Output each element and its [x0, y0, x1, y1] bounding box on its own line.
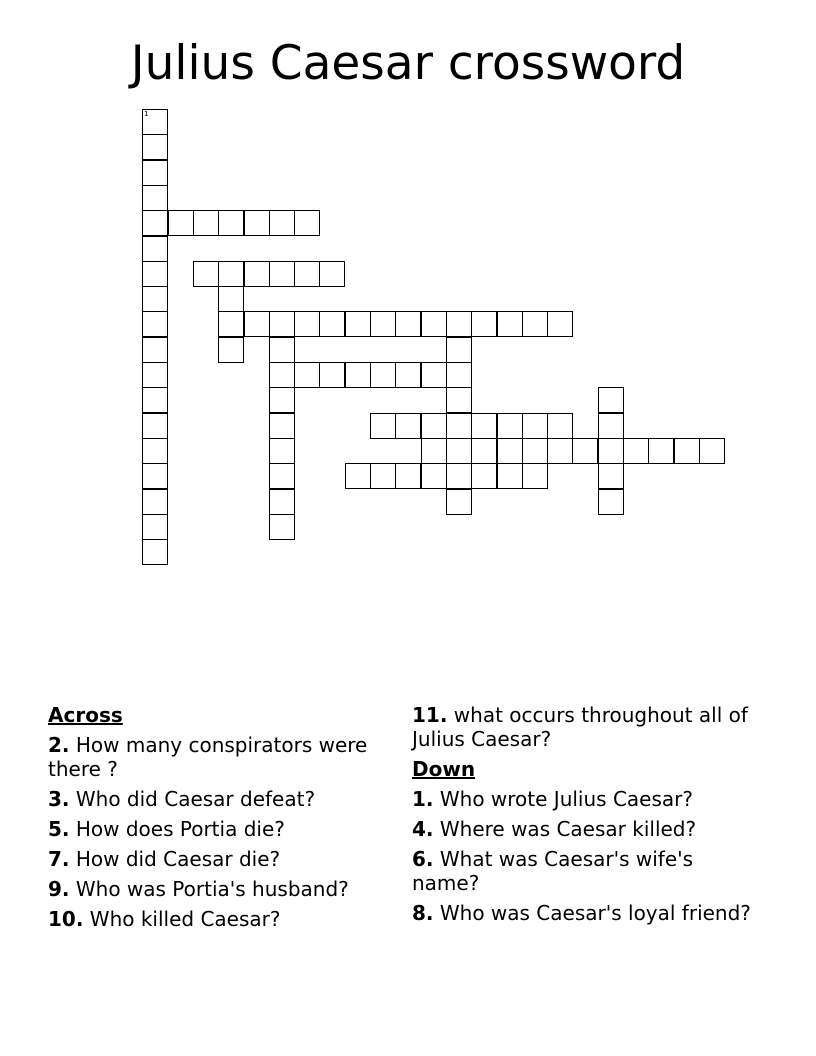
grid-cell[interactable] [269, 362, 295, 388]
grid-cell[interactable] [193, 210, 219, 236]
grid-cell[interactable] [674, 438, 700, 464]
clue-across-3 [48, 787, 398, 811]
grid-cell[interactable] [142, 160, 168, 186]
clue-across-7 [48, 847, 398, 871]
grid-cell[interactable] [446, 337, 472, 363]
clue-text: Who killed Caesar? [83, 907, 281, 931]
grid-cell[interactable] [269, 261, 295, 287]
grid-cell[interactable] [319, 311, 345, 337]
grid-cell[interactable] [598, 438, 624, 464]
grid-cell[interactable] [522, 413, 548, 439]
clue-across-10 [48, 907, 398, 931]
clue-text: Who did Caesar defeat? [69, 787, 316, 811]
clue-number: 5. [48, 817, 70, 841]
grid-cell[interactable] [269, 210, 295, 236]
grid-cell[interactable] [370, 362, 396, 388]
grid-cell[interactable] [522, 311, 548, 337]
grid-cell[interactable] [294, 210, 320, 236]
clue-number: 2. [48, 733, 70, 757]
grid-cell[interactable] [345, 362, 371, 388]
grid-cell[interactable] [497, 413, 523, 439]
down-heading: Down [412, 757, 476, 781]
clue-number: 7. [48, 847, 70, 871]
clue-text: Who was Portia's husband? [69, 877, 349, 901]
grid-cell[interactable] [142, 463, 168, 489]
grid-cell[interactable] [547, 311, 573, 337]
grid-cell[interactable] [319, 362, 345, 388]
grid-cell[interactable] [218, 286, 244, 312]
clue-number: 9. [48, 877, 70, 901]
grid-cell[interactable] [294, 362, 320, 388]
grid-cell[interactable] [446, 413, 472, 439]
grid-cell[interactable] [395, 463, 421, 489]
grid-cell[interactable] [648, 438, 674, 464]
grid-cell[interactable] [446, 489, 472, 515]
grid-cell[interactable] [471, 413, 497, 439]
grid-cell[interactable] [497, 438, 523, 464]
grid-cell[interactable] [142, 236, 168, 262]
clue-text: What was Caesar's wife's name? [412, 847, 694, 895]
grid-cell[interactable] [269, 514, 295, 540]
grid-cell[interactable] [269, 463, 295, 489]
clue-down-8 [412, 901, 752, 925]
grid-cell[interactable] [142, 134, 168, 160]
grid-cell[interactable] [168, 210, 194, 236]
page-title: Julius Caesar crossword [130, 36, 686, 91]
clue-number: 1. [412, 787, 434, 811]
clue-text: Who wrote Julius Caesar? [433, 787, 693, 811]
grid-cell[interactable] [522, 438, 548, 464]
clue-across-2 [48, 733, 398, 781]
grid-cell[interactable] [142, 337, 168, 363]
grid-cell[interactable] [421, 463, 447, 489]
grid-cell[interactable] [370, 463, 396, 489]
grid-cell[interactable] [269, 489, 295, 515]
grid-cell[interactable] [598, 463, 624, 489]
grid-cell[interactable] [471, 438, 497, 464]
grid-cell[interactable] [142, 539, 168, 565]
grid-cell[interactable] [142, 413, 168, 439]
grid-cell[interactable] [142, 387, 168, 413]
grid-cell[interactable] [294, 311, 320, 337]
grid-cell[interactable] [269, 311, 295, 337]
clue-down-6 [412, 847, 752, 895]
grid-cell[interactable] [446, 311, 472, 337]
grid-cell[interactable] [421, 362, 447, 388]
grid-cell[interactable] [598, 387, 624, 413]
grid-cell[interactable] [142, 311, 168, 337]
grid-cell[interactable] [218, 311, 244, 337]
grid-cell[interactable] [522, 463, 548, 489]
clue-down-1 [412, 787, 752, 811]
grid-cell[interactable] [218, 210, 244, 236]
grid-cell[interactable] [345, 463, 371, 489]
clue-across-9 [48, 877, 398, 901]
clue-number: 6. [412, 847, 434, 871]
clue-number: 3. [48, 787, 70, 811]
clue-across-11 [412, 703, 752, 751]
grid-cell[interactable] [319, 261, 345, 287]
grid-cell[interactable] [218, 261, 244, 287]
clue-text: Who was Caesar's loyal friend? [433, 901, 751, 925]
clue-across-5 [48, 817, 398, 841]
grid-cell[interactable] [244, 210, 270, 236]
clue-number: 11. [412, 703, 448, 727]
grid-cell[interactable] [497, 463, 523, 489]
clue-text: what occurs throughout all of Julius Caesar? [412, 703, 748, 751]
grid-cell[interactable] [269, 413, 295, 439]
grid-cell[interactable] [471, 463, 497, 489]
grid-cell[interactable] [269, 387, 295, 413]
grid-cell[interactable] [446, 463, 472, 489]
grid-cell[interactable] [598, 489, 624, 515]
grid-cell[interactable] [218, 337, 244, 363]
grid-cell[interactable] [395, 413, 421, 439]
grid-cell[interactable] [623, 438, 649, 464]
grid-cell[interactable] [294, 261, 320, 287]
grid-cell[interactable] [699, 438, 725, 464]
grid-cell[interactable] [421, 413, 447, 439]
grid-cell[interactable] [471, 311, 497, 337]
grid-cell[interactable] [142, 185, 168, 211]
grid-cell[interactable] [345, 311, 371, 337]
grid-cell[interactable] [395, 311, 421, 337]
grid-cell[interactable] [421, 438, 447, 464]
grid-cell[interactable] [142, 489, 168, 515]
grid-cell[interactable] [244, 261, 270, 287]
clue-down-4 [412, 817, 752, 841]
grid-cell[interactable] [142, 210, 168, 236]
grid-cell[interactable] [193, 261, 219, 287]
across-heading: Across [48, 703, 123, 727]
grid-cell[interactable] [244, 311, 270, 337]
grid-cell[interactable] [142, 109, 168, 135]
grid-cell[interactable] [370, 413, 396, 439]
grid-cell[interactable] [395, 362, 421, 388]
clues-left-column [48, 703, 398, 937]
grid-cell[interactable] [446, 438, 472, 464]
cell-number: 1 [144, 110, 149, 118]
clue-number: 10. [48, 907, 84, 931]
grid-cell[interactable] [497, 311, 523, 337]
grid-cell[interactable] [547, 413, 573, 439]
grid-cell[interactable] [269, 337, 295, 363]
clue-number: 8. [412, 901, 434, 925]
clue-text: Where was Caesar killed? [433, 817, 697, 841]
grid-cell[interactable] [142, 438, 168, 464]
grid-cell[interactable] [142, 514, 168, 540]
grid-cell[interactable] [142, 362, 168, 388]
grid-cell[interactable] [598, 413, 624, 439]
grid-cell[interactable] [142, 261, 168, 287]
grid-cell[interactable] [446, 387, 472, 413]
grid-cell[interactable] [142, 286, 168, 312]
grid-cell[interactable] [421, 311, 447, 337]
clue-text: How many conspirators were there ? [48, 733, 368, 781]
grid-cell[interactable] [269, 438, 295, 464]
clue-text: How does Portia die? [69, 817, 285, 841]
clue-text: How did Caesar die? [69, 847, 281, 871]
grid-cell[interactable] [572, 438, 598, 464]
grid-cell[interactable] [370, 311, 396, 337]
grid-cell[interactable] [446, 362, 472, 388]
clues-right-column [412, 703, 752, 931]
grid-cell[interactable] [547, 438, 573, 464]
clue-number: 4. [412, 817, 434, 841]
